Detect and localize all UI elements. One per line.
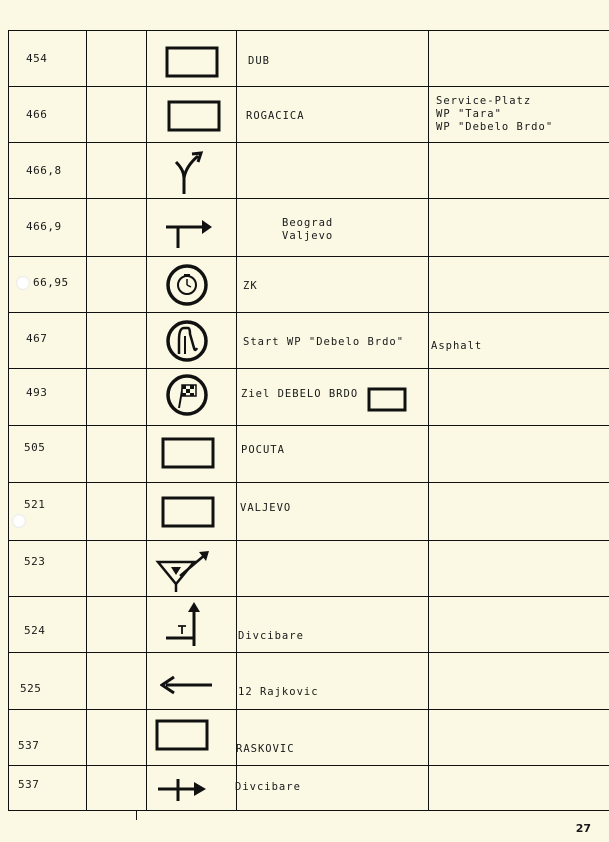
town-box-icon: [154, 717, 212, 753]
instruction-text: ROGACICA: [246, 110, 305, 122]
instruction-text: Start WP "Debelo Brdo": [243, 336, 405, 348]
table-row: [0, 86, 609, 142]
table-row: [0, 368, 609, 425]
start-stage-road-icon: [164, 318, 210, 364]
km-value: 523: [24, 555, 46, 568]
km-value: 524: [24, 624, 46, 637]
town-box-icon: [164, 44, 222, 80]
table-row: [0, 540, 609, 596]
left-arrow-icon: [160, 674, 214, 696]
table-row: [0, 765, 609, 810]
table-row: [0, 256, 609, 312]
instruction-text: POCUTA: [241, 444, 285, 456]
km-value: 505: [24, 441, 46, 454]
km-value: 466: [26, 108, 48, 121]
km-value: 466,9: [26, 220, 62, 233]
table-row: [0, 482, 609, 540]
instruction-text: DUB: [248, 55, 270, 67]
table-row: [0, 30, 609, 86]
instruction-text: VALJEVO: [240, 502, 292, 514]
junction-straight-arrow-icon: [164, 600, 212, 648]
km-value: 66,95: [33, 276, 69, 289]
instruction-text: 12 Rajkovic: [238, 686, 319, 698]
km-value: 521: [24, 498, 46, 511]
km-value: 525: [20, 682, 42, 695]
town-box-icon: [366, 386, 408, 414]
km-value: 537: [18, 778, 40, 791]
yield-fork-arrow-icon: [154, 548, 212, 594]
km-value: 493: [26, 386, 48, 399]
instruction-text: Beograd Valjevo: [282, 217, 334, 242]
row-divider: [8, 810, 609, 811]
town-box-icon: [160, 494, 218, 530]
page-number: 27: [575, 822, 591, 835]
instruction-text: ZK: [243, 280, 258, 292]
instruction-text: Divcibare: [235, 781, 301, 793]
column-divider: [136, 810, 137, 820]
km-value: 454: [26, 52, 48, 65]
table-row: [0, 425, 609, 482]
town-box-icon: [160, 435, 218, 471]
fork-right-arrow-icon: [168, 148, 208, 196]
finish-checkered-flag-icon: [164, 372, 210, 418]
time-control-clock-icon: [164, 262, 210, 308]
km-value: 467: [26, 332, 48, 345]
table-row: [0, 652, 609, 709]
instruction-text: Divcibare: [238, 630, 304, 642]
t-junction-right-arrow-icon: [164, 214, 216, 250]
table-row: [0, 709, 609, 765]
crossroad-right-arrow-icon: [156, 775, 210, 803]
table-row: [0, 312, 609, 368]
table-row: [0, 198, 609, 256]
remark-text: Asphalt: [431, 340, 483, 352]
instruction-text: RASKOVIC: [236, 743, 295, 755]
instruction-text: Ziel DEBELO BRDO: [241, 388, 359, 400]
town-box-icon: [166, 98, 224, 134]
remark-text: Service-Platz WP "Tara" WP "Debelo Brdo": [436, 95, 554, 133]
km-value: 537: [18, 739, 40, 752]
table-row: [0, 142, 609, 198]
km-value: 466,8: [26, 164, 62, 177]
table-row: [0, 596, 609, 652]
